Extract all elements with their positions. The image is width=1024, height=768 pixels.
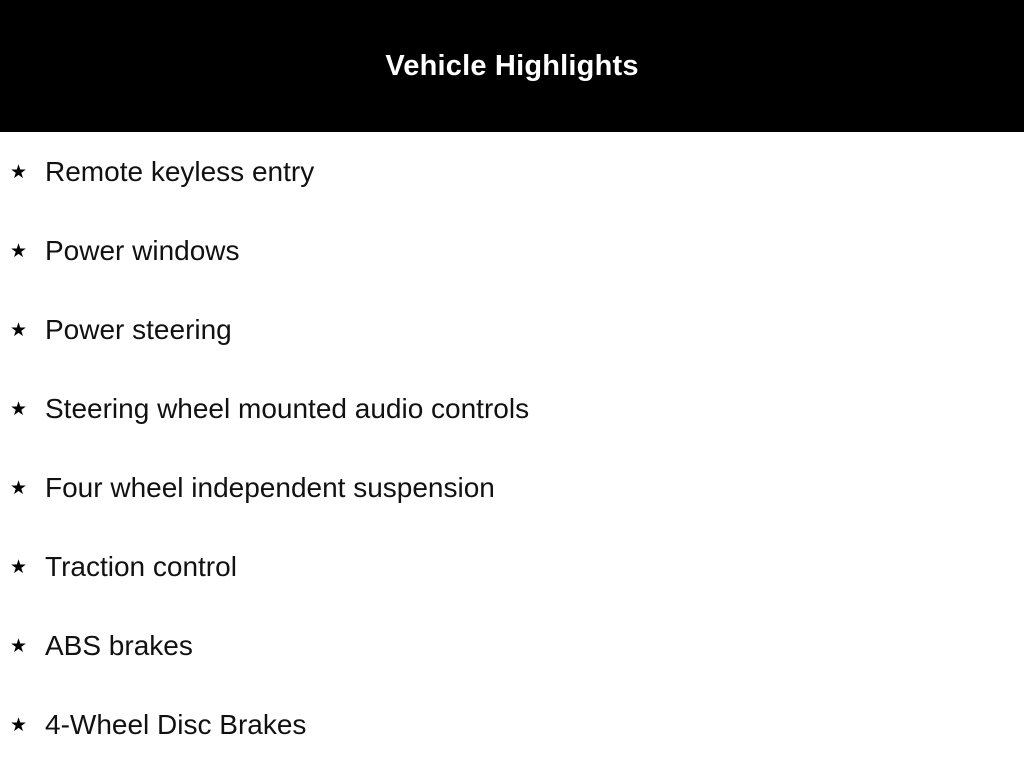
- list-item: [0, 231, 1024, 271]
- star-icon: ★: [10, 398, 28, 420]
- list-item-label: Four wheel independent suspension: [45, 472, 495, 503]
- list-item-label: Traction control: [45, 551, 237, 582]
- list-item: [0, 547, 1024, 587]
- list-item: [0, 468, 1024, 508]
- star-icon: ★: [10, 319, 28, 341]
- list-item: [0, 310, 1024, 350]
- list-item-label: Remote keyless entry: [45, 156, 315, 187]
- star-icon: ★: [10, 556, 28, 578]
- list-item: [0, 705, 1024, 745]
- list-item-label: 4-Wheel Disc Brakes: [45, 709, 307, 740]
- star-icon: ★: [10, 161, 28, 183]
- star-icon: ★: [10, 714, 28, 736]
- list-item-label: ABS brakes: [45, 630, 193, 661]
- page-title: Vehicle Highlights: [385, 49, 639, 82]
- star-icon: ★: [10, 635, 28, 657]
- header-bar: [0, 0, 1024, 132]
- list-item: [0, 626, 1024, 666]
- list-item-label: Power windows: [45, 235, 240, 266]
- star-icon: ★: [10, 477, 28, 499]
- list-item: [0, 389, 1024, 429]
- star-icon: ★: [10, 240, 28, 262]
- list-item-label: Steering wheel mounted audio controls: [45, 393, 530, 424]
- list-item-label: Power steering: [45, 314, 232, 345]
- list-item: [0, 152, 1024, 192]
